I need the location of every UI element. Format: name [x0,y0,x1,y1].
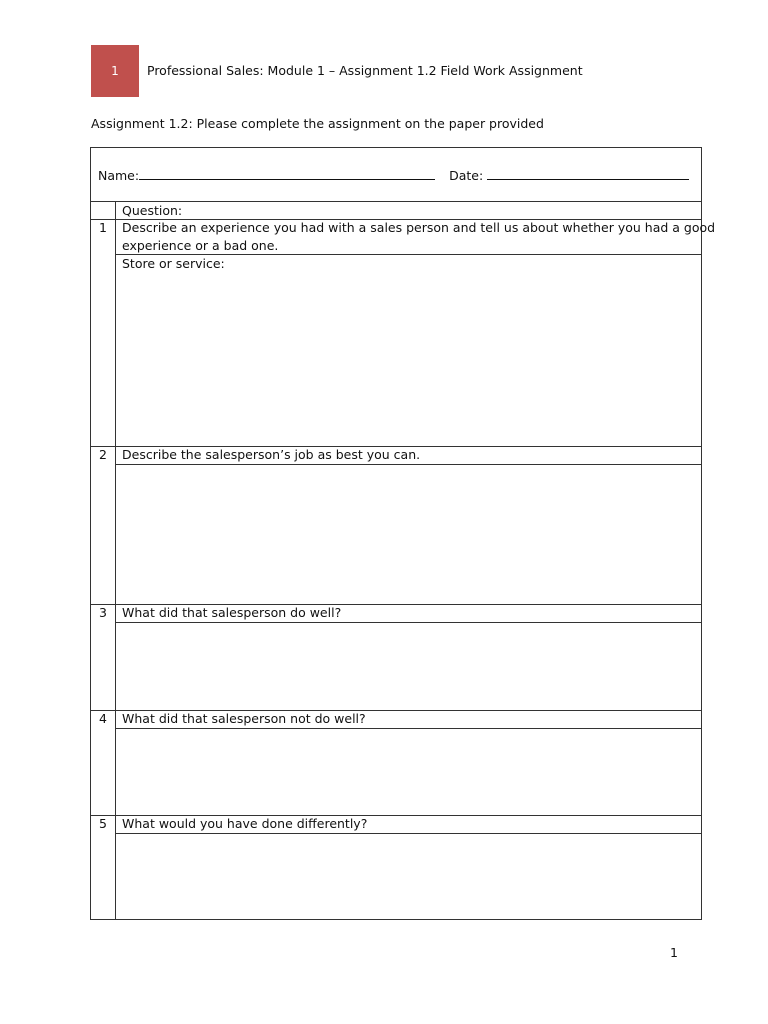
divider-line [115,622,701,623]
store-or-service-label: Store or service: [122,256,225,271]
question-2-text: Describe the salesperson’s job as best you can. [122,447,421,462]
name-label: Name: [98,168,140,183]
question-number: 3 [99,605,107,620]
question-number: 4 [99,711,107,726]
page-number-box: 1 [91,45,139,97]
question-4-text: What did that salesperson not do well? [122,711,366,726]
question-number: 5 [99,816,107,831]
date-blank-line[interactable] [487,168,689,180]
number-column-divider [115,201,116,919]
question-1-text-line2: experience or a bad one. [122,238,279,253]
question-header: Question: [122,203,183,218]
header-title: Professional Sales: Module 1 – Assignment 1.2 Field Work Assignment [147,63,583,78]
question-number: 1 [99,220,107,235]
question-number: 2 [99,447,107,462]
footer-page-number: 1 [670,945,678,960]
assignment-instructions: Assignment 1.2: Please complete the assignment on the paper provided [91,116,544,131]
date-label: Date: [449,168,484,183]
name-date-row [98,168,689,183]
divider-line [115,728,701,729]
question-5-text: What would you have done differently? [122,816,368,831]
divider-line [115,464,701,465]
name-blank-line[interactable] [139,168,435,180]
divider-line [91,201,701,202]
question-1-text-line1: Describe an experience you had with a sales person and tell us about whether you had a good [122,220,716,235]
divider-line [115,833,701,834]
assignment-form-table [90,147,716,920]
question-3-text: What did that salesperson do well? [122,605,342,620]
